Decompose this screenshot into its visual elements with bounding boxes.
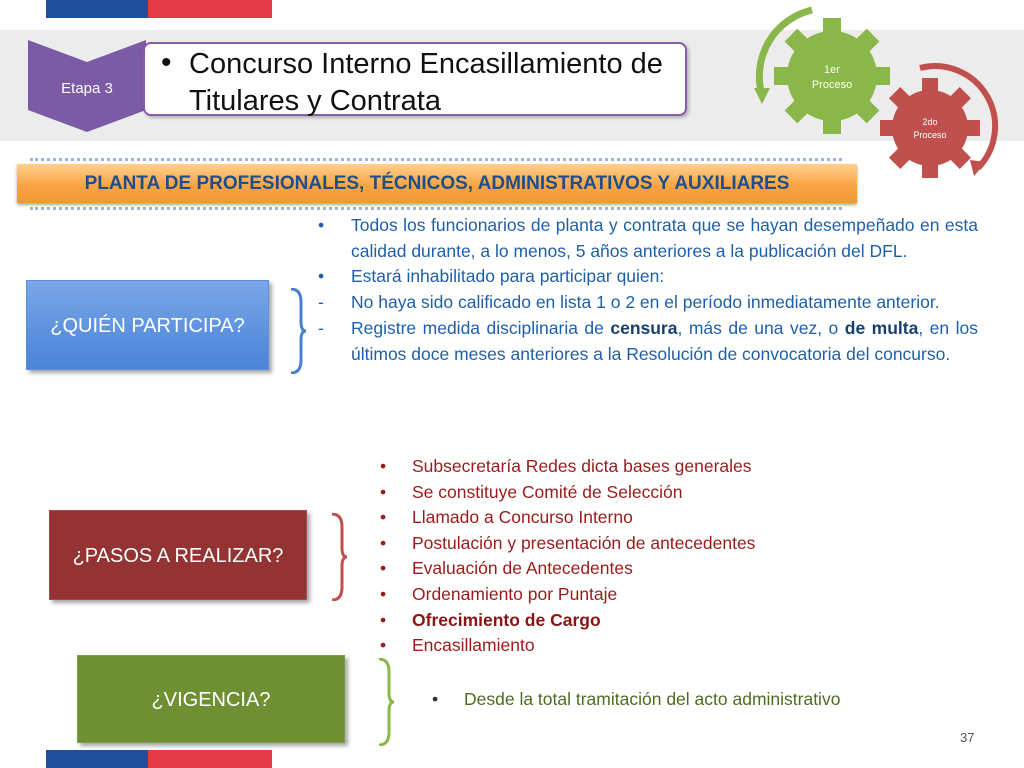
- list-item: • Encasillamiento: [380, 635, 535, 656]
- banner-dotted-bottom: [30, 207, 842, 210]
- flag-bar-red-bottom: [148, 750, 272, 768]
- title-box: [143, 42, 687, 116]
- arrow-head-red: [970, 160, 986, 176]
- gear1-line2: Proceso: [811, 79, 853, 91]
- list-item: • Postulación y presentación de antecedentes: [380, 532, 756, 553]
- pasos-bracket: [326, 513, 348, 601]
- flag-bar-blue-top: [46, 0, 148, 18]
- gear2-line2: Proceso: [913, 130, 947, 140]
- list-item: - Registre medida disciplinaria de censura, más de una vez, o de multa, en los últimos doce meses anteriores a la Resolución de convocatoria del concurso.: [318, 317, 978, 364]
- participa-list: [318, 213, 978, 367]
- banner-dotted-top: [30, 158, 842, 161]
- page-number: 37: [960, 730, 975, 745]
- participa-box: ¿QUIÉN PARTICIPA?: [26, 280, 269, 370]
- page-title: Concurso Interno Encasillamiento de Titulares y Contrata: [189, 48, 663, 117]
- section-banner: PLANTA DE PROFESIONALES, TÉCNICOS, ADMINISTRATIVOS Y AUXILIARES: [17, 164, 857, 203]
- list-item: • Subsecretaría Redes dicta bases generales: [380, 456, 752, 476]
- gear2-line1: 2do: [922, 117, 938, 127]
- pasos-box: ¿PASOS A REALIZAR?: [49, 510, 307, 600]
- arrow-head-green: [754, 88, 770, 104]
- vigencia-box: ¿VIGENCIA?: [77, 655, 345, 743]
- stage-chevron: [28, 40, 146, 132]
- participa-bracket: [285, 288, 307, 374]
- gear-icon: [774, 18, 890, 134]
- list-item: • Estará inhabilitado para participar quien:: [318, 266, 665, 287]
- list-item: • Ofrecimiento de Cargo: [380, 609, 601, 630]
- process-gears: [740, 0, 1024, 190]
- list-item: - No haya sido calificado en lista 1 o 2 en el período inmediatamente anterior.: [318, 292, 940, 313]
- flag-bar-red-top: [148, 0, 272, 18]
- list-item: • Llamado a Concurso Interno: [380, 507, 633, 528]
- list-item: • Evaluación de Antecedentes: [380, 558, 633, 579]
- pasos-list: [380, 454, 880, 659]
- stage-label: Etapa 3: [61, 80, 113, 97]
- gear-icon-2: [880, 78, 980, 178]
- list-item: • Todos los funcionarios de planta y contrata que se hayan desempeñado en esta calidad durante, a lo menos, 5 años anteriores a la publicación del DFL.: [318, 215, 978, 261]
- list-item: • Desde la total tramitación del acto administrativo: [432, 689, 841, 709]
- list-item: • Se constituye Comité de Selección: [380, 481, 683, 502]
- vigencia-list: [432, 686, 952, 712]
- title-bullet: •: [161, 46, 172, 79]
- gear1-line1: 1er: [824, 64, 840, 76]
- list-item: • Ordenamiento por Puntaje: [380, 583, 618, 604]
- flag-bar-blue-bottom: [46, 750, 148, 768]
- vigencia-bracket: [373, 658, 395, 746]
